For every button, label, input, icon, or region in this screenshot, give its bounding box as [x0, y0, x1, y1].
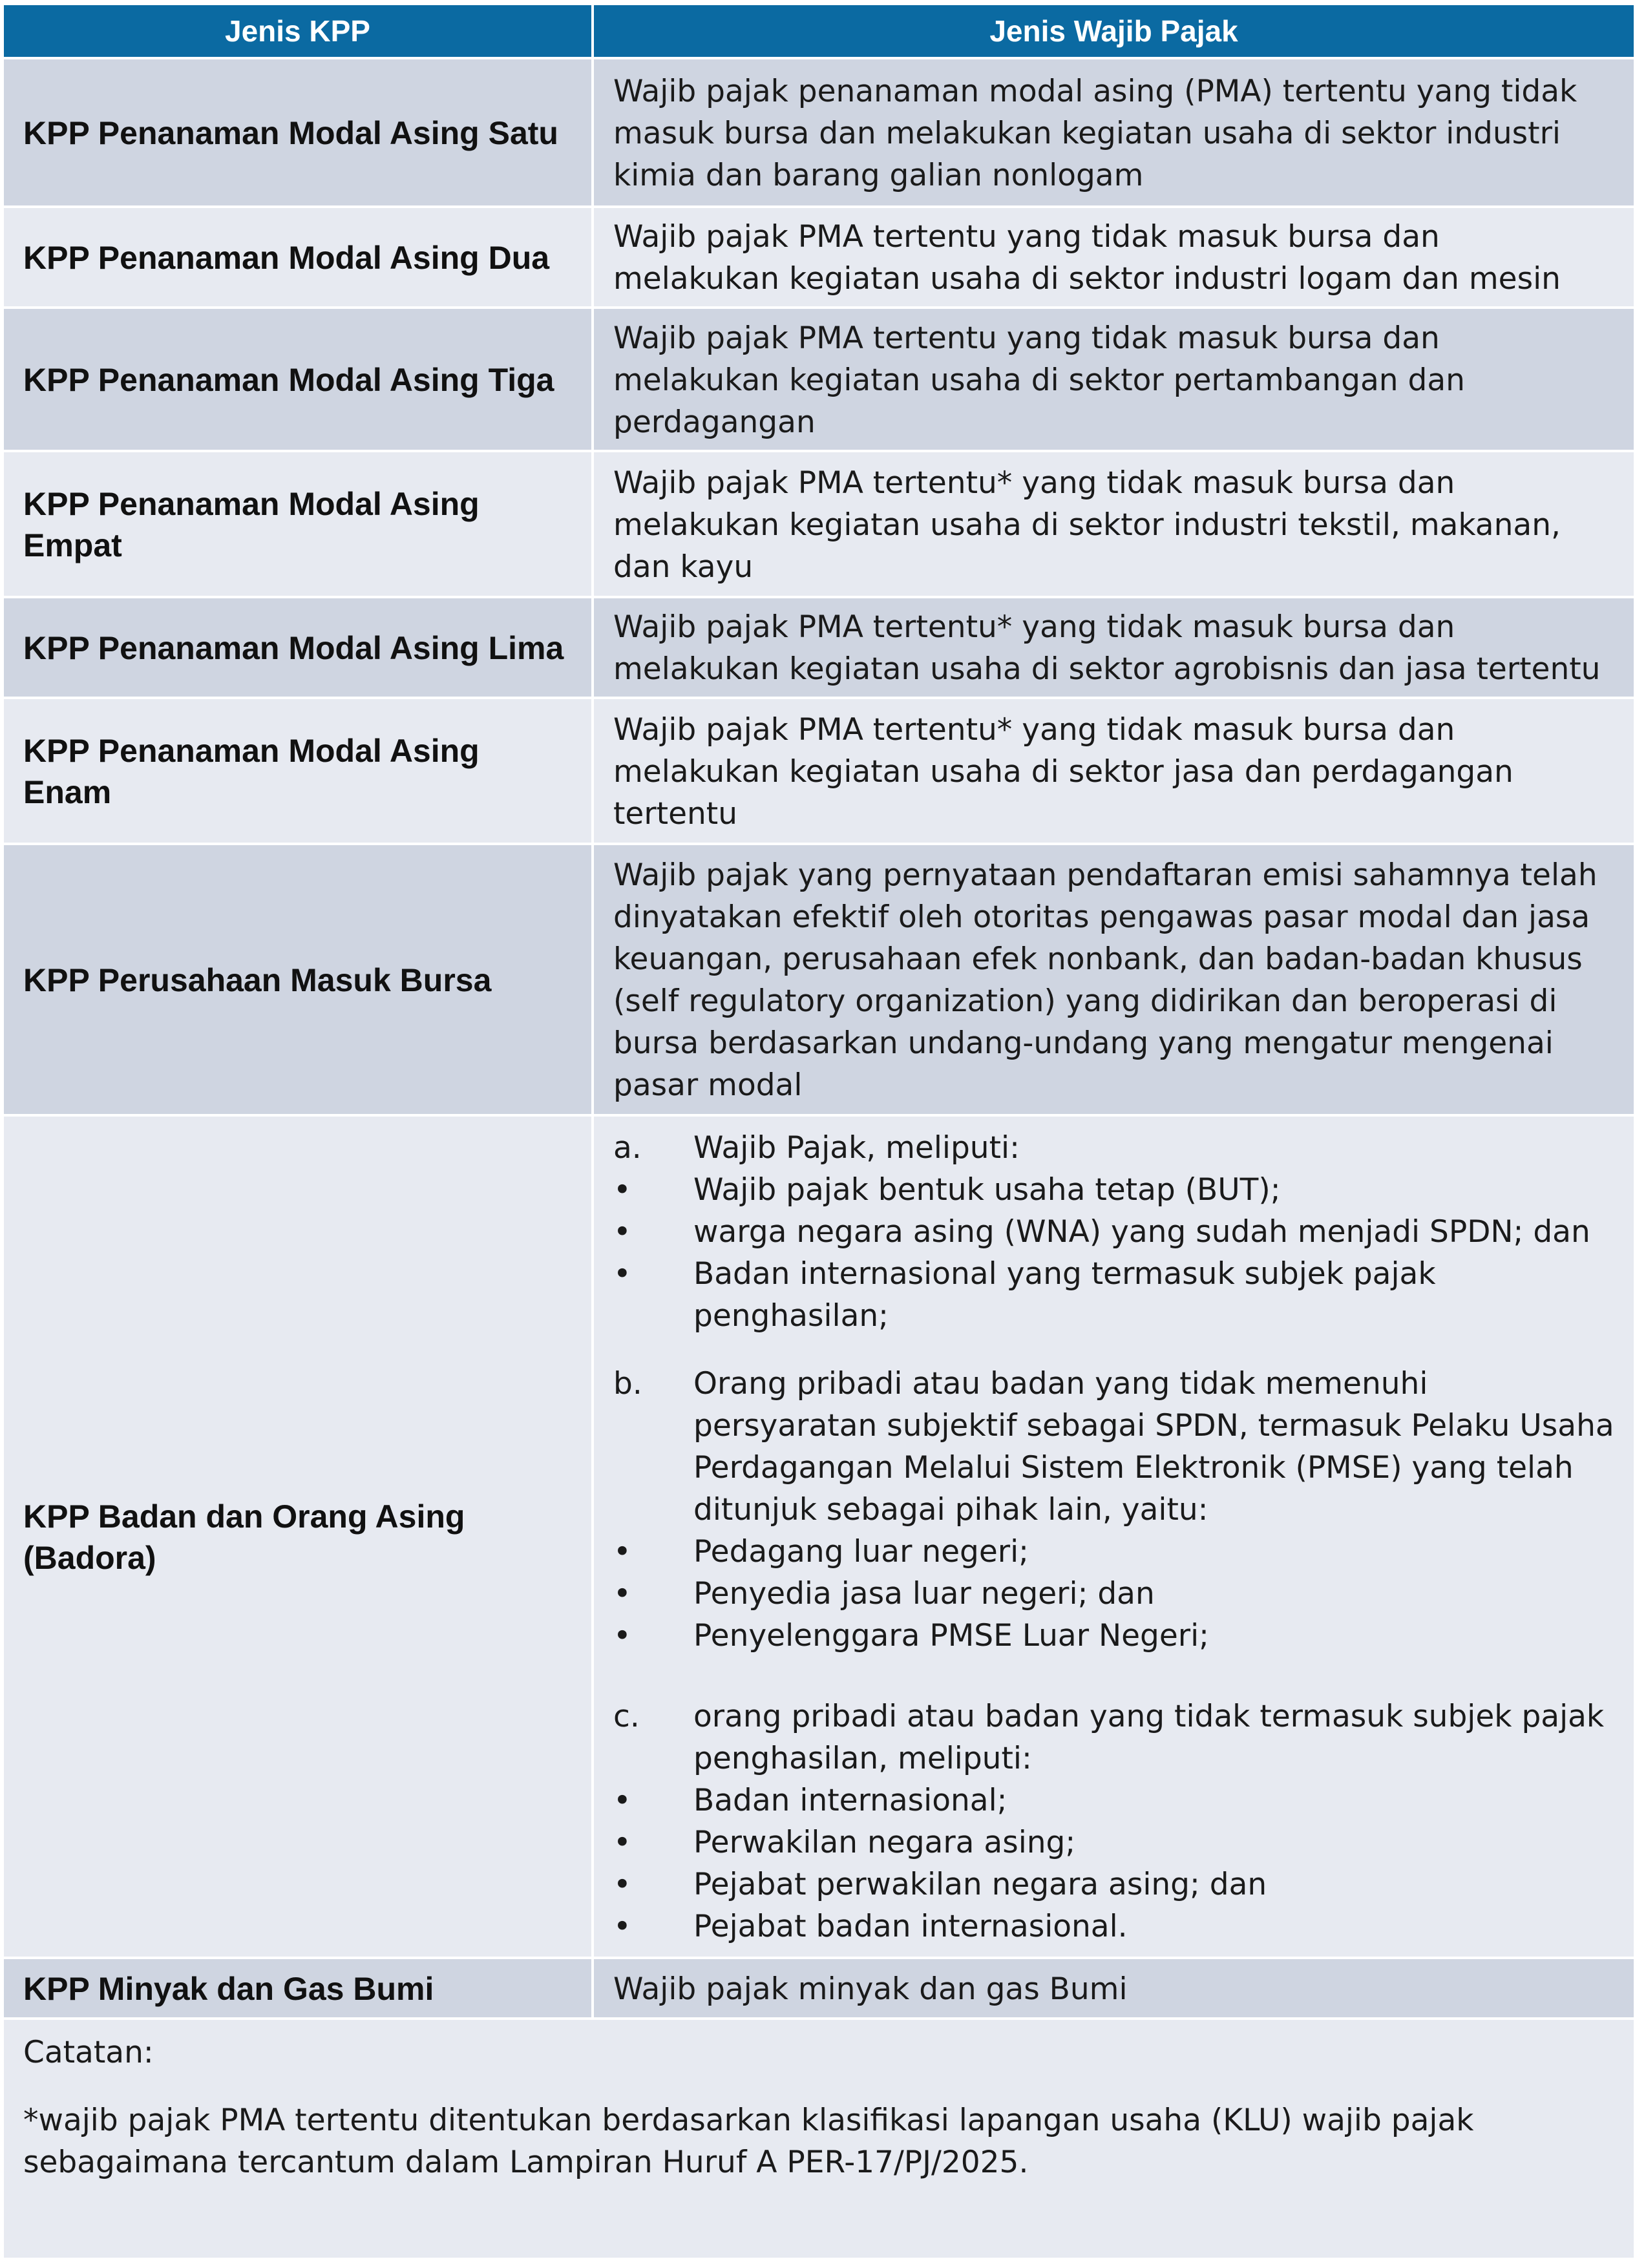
- bullet-item: [613, 1573, 1614, 1615]
- header-jenis-wajib-pajak: Jenis Wajib Pajak: [594, 5, 1634, 57]
- bullet-item: [613, 1531, 1614, 1573]
- kpp-name: KPP Minyak dan Gas Bumi: [4, 1959, 591, 2017]
- table-note-row: [4, 2020, 1634, 2258]
- note-title: Catatan:: [23, 2035, 154, 2070]
- list-marker: a.: [613, 1130, 642, 1166]
- kpp-description: Wajib pajak yang pernyataan pendaftaran emisi sahamnya telah dinyatakan efektif oleh otoritas pengawas pasar modal dan jasa keuangan, perusahaan efek nonbank, dan badan-badan khusus (self regulatory organization) yang didirikan dan beroperasi di bursa berdasarkan undang-undang yang mengatur mengenai pasar modal: [594, 845, 1634, 1114]
- bullet-item: [613, 1169, 1614, 1211]
- list-marker: b.: [613, 1366, 642, 1402]
- kpp-name: KPP Perusahaan Masuk Bursa: [4, 845, 591, 1114]
- bullet-item: [613, 1864, 1614, 1906]
- bullet-item: [613, 1253, 1614, 1337]
- bullet-icon: •: [613, 1214, 631, 1250]
- bullet-icon: •: [613, 1618, 631, 1654]
- kpp-description: Wajib pajak penanaman modal asing (PMA) tertentu yang tidak masuk bursa dan melakukan kegiatan usaha di sektor industri kimia dan barang galian nonlogam: [594, 59, 1634, 205]
- bullet-item: [613, 1822, 1614, 1864]
- kpp-name: KPP Penanaman Modal Asing Enam: [4, 699, 591, 843]
- list-item-b: [613, 1363, 1614, 1531]
- table-row: [4, 208, 1634, 306]
- bullet-icon: •: [613, 1172, 631, 1208]
- kpp-name: KPP Penanaman Modal Asing Tiga: [4, 309, 591, 450]
- badora-description: [594, 1117, 1634, 1957]
- bullet-icon: •: [613, 1256, 631, 1292]
- bullet-text: Pejabat perwakilan negara asing; dan: [693, 1867, 1267, 1902]
- kpp-description: Wajib pajak PMA tertentu yang tidak masuk bursa dan melakukan kegiatan usaha di sektor pertambangan dan perdagangan: [594, 309, 1634, 450]
- bullet-item: [613, 1211, 1614, 1253]
- kpp-name: KPP Penanaman Modal Asing Dua: [4, 208, 591, 306]
- table-row: [4, 845, 1634, 1114]
- kpp-name: KPP Penanaman Modal Asing Satu: [4, 59, 591, 205]
- table-row: [4, 598, 1634, 697]
- kpp-description: Wajib pajak PMA tertentu* yang tidak masuk bursa dan melakukan kegiatan usaha di sektor agrobisnis dan jasa tertentu: [594, 598, 1634, 697]
- bullet-item: [613, 1780, 1614, 1822]
- bullet-text: Penyedia jasa luar negeri; dan: [693, 1576, 1155, 1612]
- note-cell: [4, 2020, 1634, 2258]
- note-text: *wajib pajak PMA tertentu ditentukan berdasarkan klasifikasi lapangan usaha (KLU) wajib pajak sebagaimana tercantum dalam Lampiran Huruf A PER-17/PJ/2025.: [23, 2103, 1474, 2180]
- bullet-text: Wajib pajak bentuk usaha tetap (BUT);: [693, 1172, 1281, 1208]
- bullet-item: [613, 1615, 1614, 1657]
- table-row: [4, 452, 1634, 596]
- table-row: [4, 309, 1634, 450]
- kpp-description: Wajib pajak PMA tertentu* yang tidak masuk bursa dan melakukan kegiatan usaha di sektor industri tekstil, makanan, dan kayu: [594, 452, 1634, 596]
- bullet-icon: •: [613, 1867, 631, 1902]
- bullet-text: Badan internasional yang termasuk subjek pajak penghasilan;: [693, 1256, 1436, 1334]
- kpp-table-container: [4, 5, 1631, 2260]
- bullet-icon: •: [613, 1909, 631, 1944]
- bullet-text: Badan internasional;: [693, 1783, 1007, 1818]
- bullet-text: warga negara asing (WNA) yang sudah menjadi SPDN; dan: [693, 1214, 1590, 1250]
- bullet-icon: •: [613, 1534, 631, 1570]
- bullet-item: [613, 1906, 1614, 1948]
- badora-list: [613, 1127, 1614, 1948]
- kpp-description: Wajib pajak PMA tertentu* yang tidak masuk bursa dan melakukan kegiatan usaha di sektor jasa dan perdagangan tertentu: [594, 699, 1634, 843]
- kpp-name: KPP Penanaman Modal Asing Lima: [4, 598, 591, 697]
- kpp-name: KPP Penanaman Modal Asing Empat: [4, 452, 591, 596]
- table-row-badora: [4, 1117, 1634, 1957]
- list-text: Orang pribadi atau badan yang tidak memenuhi persyaratan subjektif sebagai SPDN, termasuk Pelaku Usaha Perdagangan Melalui Sistem Elektronik (PMSE) yang telah ditunjuk sebagai pihak lain, yaitu:: [693, 1366, 1614, 1528]
- list-marker: c.: [613, 1699, 640, 1734]
- table-row: [4, 59, 1634, 205]
- bullet-text: Perwakilan negara asing;: [693, 1825, 1076, 1860]
- kpp-table: [1, 3, 1635, 2260]
- bullet-text: Penyelenggara PMSE Luar Negeri;: [693, 1618, 1210, 1654]
- kpp-name: KPP Badan dan Orang Asing (Badora): [4, 1117, 591, 1957]
- bullet-icon: •: [613, 1576, 631, 1612]
- list-item-a: [613, 1127, 1614, 1169]
- kpp-description: Wajib pajak minyak dan gas Bumi: [594, 1959, 1634, 2017]
- bullet-text: Pedagang luar negeri;: [693, 1534, 1029, 1570]
- bullet-text: Pejabat badan internasional.: [693, 1909, 1128, 1944]
- bullet-icon: •: [613, 1783, 631, 1818]
- table-row: [4, 699, 1634, 843]
- list-item-c: [613, 1696, 1614, 1780]
- kpp-description: Wajib pajak PMA tertentu yang tidak masuk bursa dan melakukan kegiatan usaha di sektor industri logam dan mesin: [594, 208, 1634, 306]
- table-row: [4, 1959, 1634, 2017]
- bullet-icon: •: [613, 1825, 631, 1860]
- table-header-row: [4, 5, 1634, 57]
- list-text: Wajib Pajak, meliputi:: [693, 1130, 1020, 1166]
- header-jenis-kpp: Jenis KPP: [4, 5, 591, 57]
- list-text: orang pribadi atau badan yang tidak termasuk subjek pajak penghasilan, meliputi:: [693, 1699, 1605, 1776]
